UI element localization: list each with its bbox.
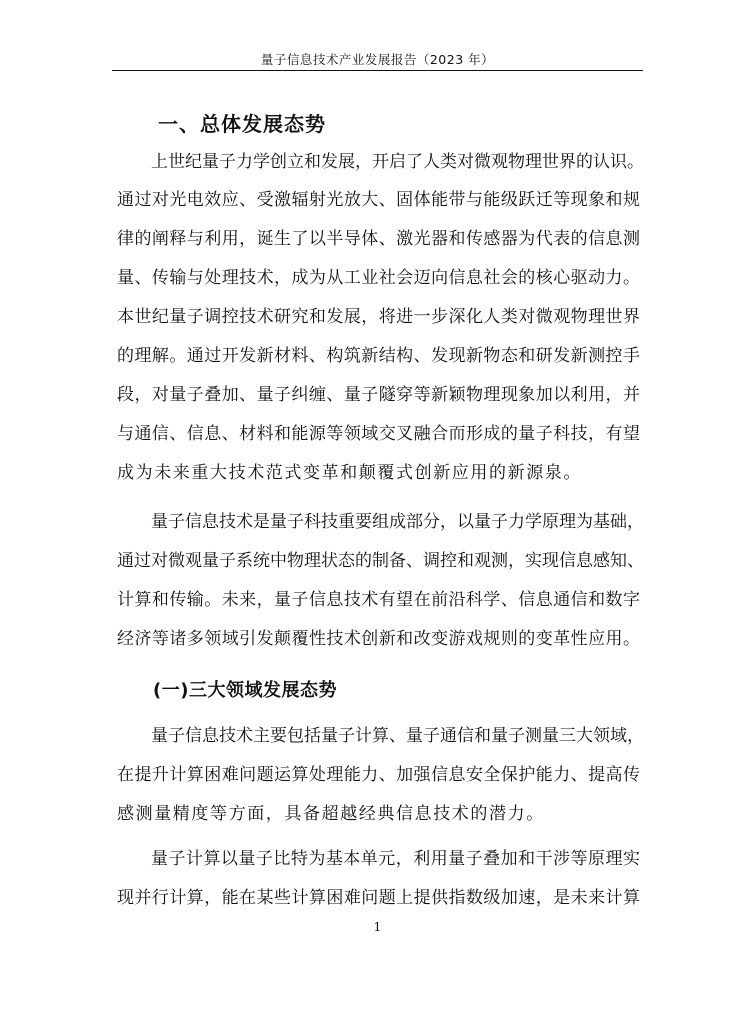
header-rule — [112, 70, 643, 71]
paragraph-1-line-2: 通过对光电效应、受激辐射光放大、固体能带与能级跃迁等现象和规 — [117, 190, 640, 210]
page-number: 1 — [373, 920, 382, 934]
paragraph-3-line-2: 在提升计算困难问题运算处理能力、加强信息安全保护能力、提高传 — [117, 765, 640, 785]
paragraph-1-line-5: 本世纪量子调控技术研究和发展，将进一步深化人类对微观物理世界 — [117, 307, 640, 327]
paragraph-1-line-3: 律的阐释与利用，诞生了以半导体、激光器和传感器为代表的信息测 — [117, 229, 640, 249]
paragraph-2-line-4: 经济等诸多领域引发颠覆性技术创新和改变游戏规则的变革性应用。 — [117, 629, 640, 649]
paragraph-2-line-1: 量子信息技术是量子科技重要组成部分，以量子力学原理为基础， — [151, 512, 644, 532]
paragraph-1-line-9: 成为未来重大技术范式变革和颠覆式创新应用的新源泉。 — [117, 463, 582, 483]
paragraph-1-line-8: 与通信、信息、材料和能源等领域交叉融合而形成的量子科技，有望 — [117, 424, 640, 444]
paragraph-1-line-4: 量、传输与处理技术，成为从工业社会迈向信息社会的核心驱动力。 — [117, 268, 640, 288]
paragraph-4-line-2: 现并行计算，能在某些计算困难问题上提供指数级加速，是未来计算 — [117, 888, 640, 908]
paragraph-3-line-3: 感测量精度等方面，具备超越经典信息技术的潜力。 — [117, 804, 545, 824]
subsection-heading: (一)三大领域发展态势 — [153, 680, 337, 701]
paragraph-2-line-2: 通过对微观量子系统中物理状态的制备、调控和观测，实现信息感知、 — [117, 551, 644, 571]
paragraph-1-line-7: 段，对量子叠加、量子纠缠、量子隧穿等新颖物理现象加以利用，并 — [117, 385, 640, 405]
paragraph-2-line-3: 计算和传输。未来，量子信息技术有望在前沿科学、信息通信和数字 — [117, 590, 640, 610]
paragraph-4-line-1: 量子计算以量子比特为基本单元，利用量子叠加和干涉等原理实 — [151, 849, 640, 869]
section-heading: 一、总体发展态势 — [158, 112, 326, 136]
paragraph-1-line-6: 的理解。通过开发新材料、构筑新结构、发现新物态和研发新测控手 — [117, 346, 640, 366]
paragraph-3-line-1: 量子信息技术主要包括量子计算、量子通信和量子测量三大领域， — [151, 726, 644, 746]
paragraph-1-line-1: 上世纪量子力学创立和发展，开启了人类对微观物理世界的认识。 — [151, 152, 644, 172]
running-header: 量子信息技术产业发展报告（2023 年） — [260, 52, 495, 67]
